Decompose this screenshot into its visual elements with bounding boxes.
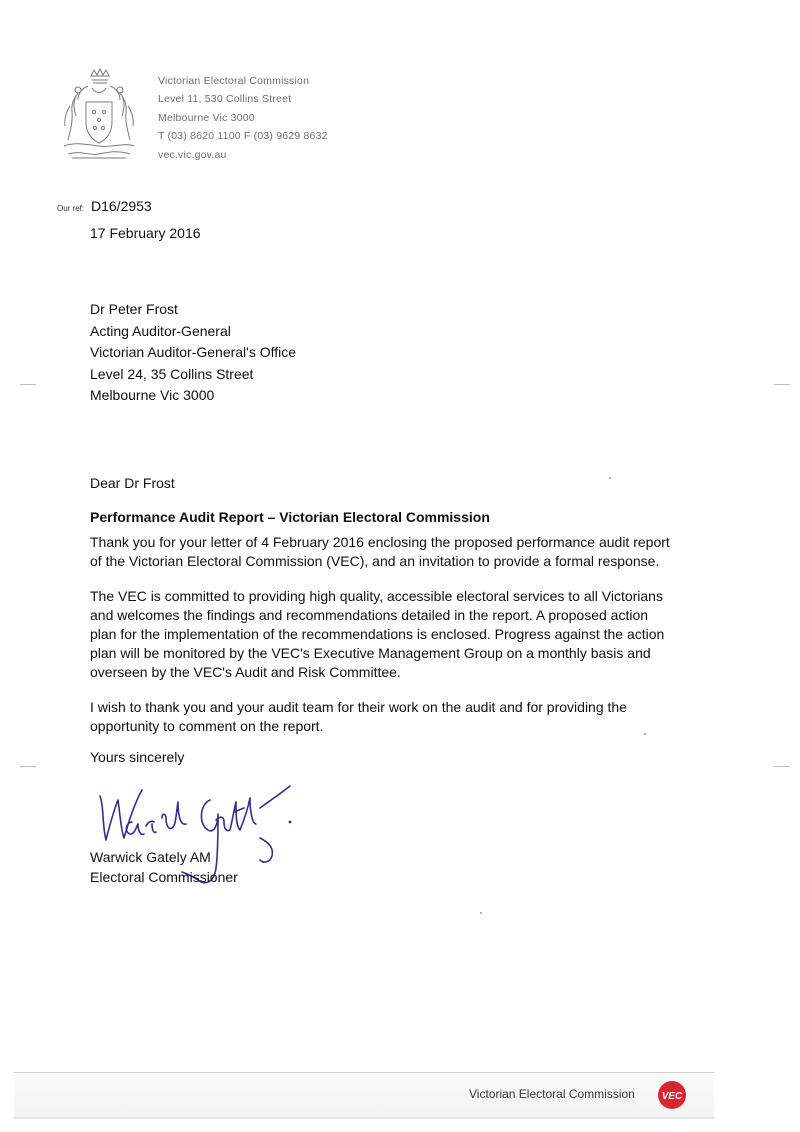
scan-speck bbox=[609, 477, 611, 479]
recipient-office: Victorian Auditor-General's Office bbox=[90, 344, 297, 360]
signer-title: Electoral Commissioner bbox=[90, 869, 238, 885]
vec-logo-text: VEC bbox=[661, 1091, 683, 1102]
letter-date: 17 February 2016 bbox=[90, 225, 201, 241]
paragraph-line: Thank you for your letter of 4 February 2016 enclosing the proposed performance audit report bbox=[90, 534, 670, 550]
subject-line: Performance Audit Report – Victorian Electoral Commission bbox=[90, 509, 490, 525]
reference-number: D16/2953 bbox=[91, 198, 152, 214]
recipient-street: Level 24, 35 Collins Street bbox=[90, 365, 254, 382]
scan-speck bbox=[480, 912, 482, 914]
letterhead bbox=[158, 72, 328, 164]
scan-speck bbox=[644, 733, 646, 735]
paragraph-line: overseen by the VEC's Audit and Risk Committee. bbox=[90, 664, 401, 680]
coat-of-arms-icon bbox=[58, 66, 140, 162]
paragraph-line: plan for the implementation of the recommendations is enclosed. Progress against the action bbox=[90, 626, 665, 642]
fold-mark bbox=[20, 384, 36, 385]
letterhead-website: vec.vic.gov.au bbox=[158, 148, 227, 161]
fold-mark bbox=[774, 384, 790, 385]
letterhead-org: Victorian Electoral Commission bbox=[158, 75, 310, 87]
fold-mark bbox=[774, 766, 790, 767]
salutation: Dear Dr Frost bbox=[90, 475, 175, 491]
body-paragraph-1 bbox=[90, 533, 730, 571]
paragraph-line: opportunity to comment on the report. bbox=[90, 718, 324, 734]
paragraph-line: plan will be monitored by the VEC's Executive Management Group on a monthly basis and bbox=[90, 645, 651, 661]
recipient-address bbox=[90, 299, 296, 407]
letterhead-address-line2: Melbourne Vic 3000 bbox=[158, 111, 255, 124]
vec-logo-icon bbox=[656, 1080, 688, 1110]
recipient-city: Melbourne Vic 3000 bbox=[90, 387, 215, 403]
paragraph-line: of the Victorian Electoral Commission (VEC), and an invitation to provide a formal response. bbox=[90, 553, 660, 569]
paragraph-line: The VEC is committed to providing high quality, accessible electoral services to all Victorians bbox=[90, 588, 663, 604]
recipient-title: Acting Auditor-General bbox=[90, 322, 231, 339]
paragraph-line: I wish to thank you and your audit team for their work on the audit and for providing the bbox=[90, 699, 627, 715]
letterhead-address-line1: Level 11, 530 Collins Street bbox=[158, 93, 292, 106]
letterhead-phone-fax: T (03) 8620 1100 F (03) 9629 8632 bbox=[158, 130, 328, 143]
signer-name: Warwick Gately AM bbox=[90, 849, 211, 865]
footer-shadow bbox=[14, 1117, 714, 1119]
fold-mark bbox=[20, 766, 36, 767]
reference-label: Our ref: bbox=[57, 204, 85, 213]
body-paragraph-2 bbox=[90, 587, 730, 682]
recipient-name: Dr Peter Frost bbox=[90, 301, 178, 317]
body-paragraph-3 bbox=[90, 698, 730, 736]
paragraph-line: and welcomes the findings and recommendations detailed in the report. A proposed action bbox=[90, 607, 649, 623]
footer-org-name: Victorian Electoral Commission bbox=[469, 1087, 635, 1101]
closing: Yours sincerely bbox=[90, 749, 185, 765]
